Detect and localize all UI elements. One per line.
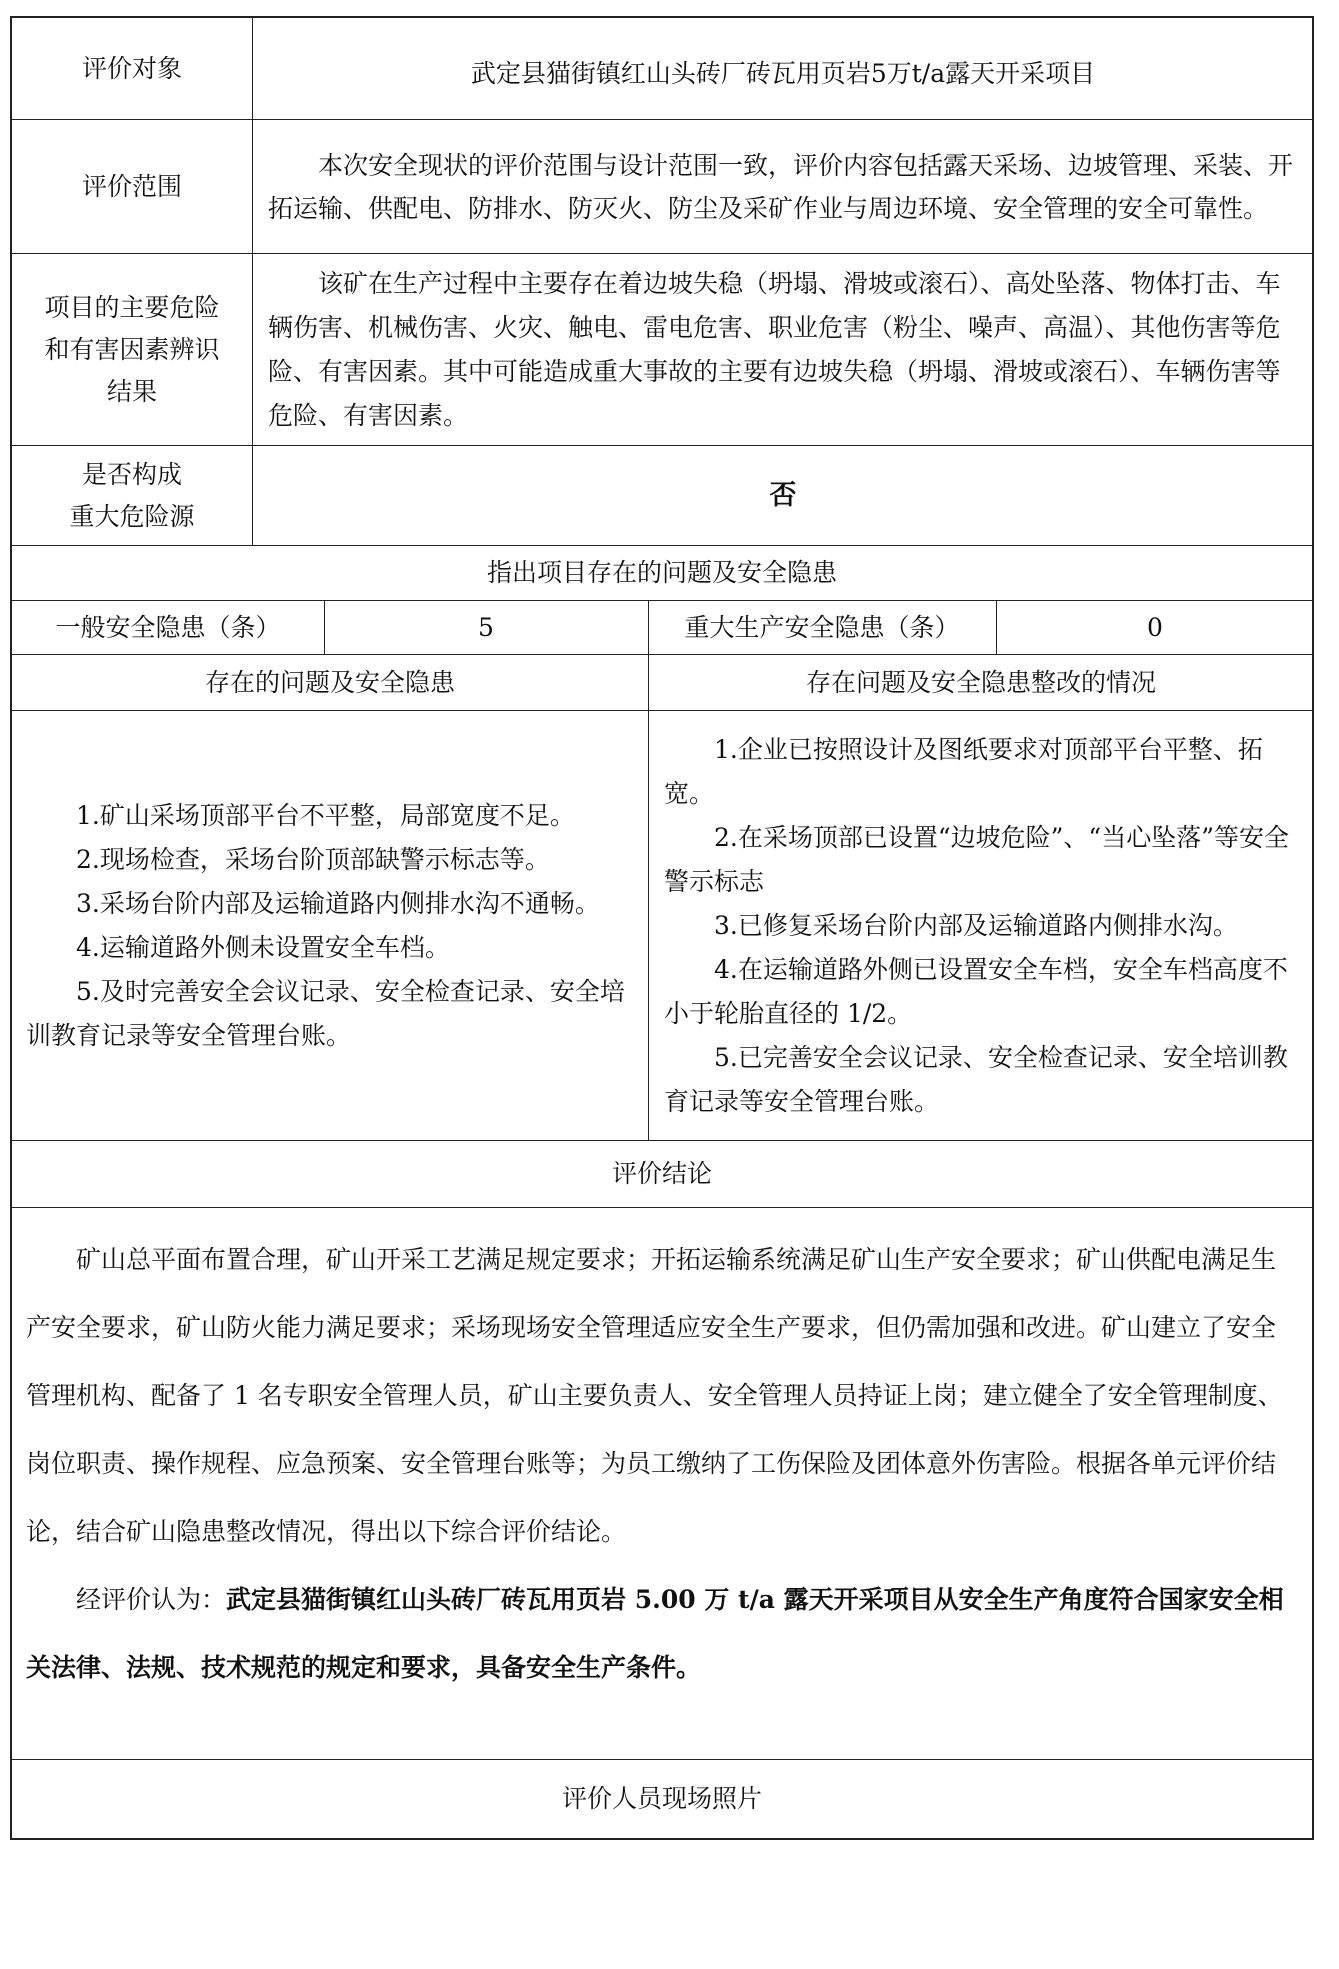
conclusion-final: 经评价认为：武定县猫街镇红山头砖厂砖瓦用页岩 5.00 万 t/a 露天开采项目从安全生产角度符合国家安全相关法律、法规、技术规范的规定和要求，具备安全生产条件。 — [26, 1585, 1284, 1682]
rectifications-list — [650, 711, 1312, 1140]
major-hazard-row — [12, 446, 1312, 546]
target-row — [12, 18, 1312, 120]
photos-title: 评价人员现场照片 — [561, 1784, 762, 1813]
conclusion-title: 评价结论 — [611, 1159, 712, 1188]
list-item: 4.在运输道路外侧已设置安全车档，安全车档高度不小于轮胎直径的 1/2。 — [664, 954, 1288, 1028]
list-item: 5.已完善安全会议记录、安全检查记录、安全培训教育记录等安全管理台账。 — [664, 1042, 1288, 1116]
major-hazard-count: 0 — [1147, 612, 1163, 642]
scope-value: 本次安全现状的评价范围与设计范围一致，评价内容包括露天采场、边坡管理、采装、开拓运输、供配电、防排水、防灭火、防尘及采矿作业与周边环境、安全管理的安全可靠性。 — [268, 150, 1294, 223]
conclusion-body: 矿山总平面布置合理，矿山开采工艺满足规定要求；开拓运输系统满足矿山生产安全要求；矿山供配电满足生产安全要求，矿山防火能力满足要求；采场现场安全管理适应安全生产要求，但仍需加强和改进。矿山建立了安全管理机构、配备了 1 名专职安全管理人员，矿山主要负责人、安全管理人员持证上岗；建立健全了安全管理制度、岗位职责、操作规程、应急预案、安全管理台账等；为员工缴纳了工伤保险及团体意外伤害险。根据各单元评价结论，结合矿山隐患整改情况，得出以下综合评价结论。 经评价认为：武定县猫街镇红山头砖厂砖瓦用页岩 5.00 万 t/a 露天开采项目从安全生产角度符合国家安全相关法律、法规、技术规范的规定和要求，具备安全生产条件。 — [12, 1208, 1312, 1759]
rectifications-header: 存在问题及安全隐患整改的情况 — [805, 667, 1156, 697]
list-item: 2.在采场顶部已设置“边坡危险”、“当心坠落”等安全警示标志 — [664, 822, 1289, 896]
issues-title: 指出项目存在的问题及安全隐患 — [486, 558, 837, 587]
scope-row — [12, 120, 1312, 254]
list-item: 3.采场台阶内部及运输道路内侧排水沟不通畅。 — [76, 888, 600, 918]
hazards-label: 项目的主要危险 和有害因素辨识 结果 — [44, 292, 220, 406]
issues-body-row — [12, 711, 1312, 1141]
problems-list — [12, 711, 648, 1140]
list-item: 3.已修复采场台阶内部及运输道路内侧排水沟。 — [714, 910, 1238, 940]
issues-count-row — [12, 601, 1312, 655]
target-value: 武定县猫街镇红山头砖厂砖瓦用页岩5万t/a露天开采项目 — [470, 58, 1096, 88]
list-item: 2.现场检查，采场台阶顶部缺警示标志等。 — [76, 844, 550, 874]
issues-header-row — [12, 655, 1312, 711]
major-hazard-value: 否 — [769, 479, 797, 511]
problems-header: 存在的问题及安全隐患 — [204, 667, 455, 697]
general-hazard-count: 5 — [478, 612, 494, 642]
scope-label: 评价范围 — [81, 171, 182, 201]
list-item: 1.企业已按照设计及图纸要求对顶部平台平整、拓宽。 — [664, 734, 1263, 808]
list-item: 5.及时完善安全会议记录、安全检查记录、安全培训教育记录等安全管理台账。 — [26, 976, 625, 1050]
evaluation-table — [10, 16, 1314, 1840]
conclusion-body-row — [12, 1208, 1312, 1760]
list-item: 1.矿山采场顶部平台不平整，局部宽度不足。 — [76, 800, 575, 830]
hazards-value: 该矿在生产过程中主要存在着边坡失稳（坍塌、滑坡或滚石）、高处坠落、物体打击、车辆伤害、机械伤害、火灾、触电、雷电危害、职业危害（粉尘、噪声、高温）、其他伤害等危险、有害因素。其中可能造成重大事故的主要有边坡失稳（坍塌、滑坡或滚石）、车辆伤害等危险、有害因素。 — [268, 268, 1281, 430]
major-hazard-count-label: 重大生产安全隐患（条） — [684, 612, 960, 642]
target-label: 评价对象 — [81, 53, 182, 83]
issues-title-row — [12, 546, 1312, 601]
hazards-row — [12, 254, 1312, 446]
major-hazard-label: 是否构成 重大危险源 — [69, 459, 195, 531]
conclusion-title-row — [12, 1141, 1312, 1208]
list-item: 4.运输道路外侧未设置安全车档。 — [76, 932, 450, 962]
general-hazard-label: 一般安全隐患（条） — [55, 612, 281, 642]
photos-row — [12, 1760, 1312, 1838]
